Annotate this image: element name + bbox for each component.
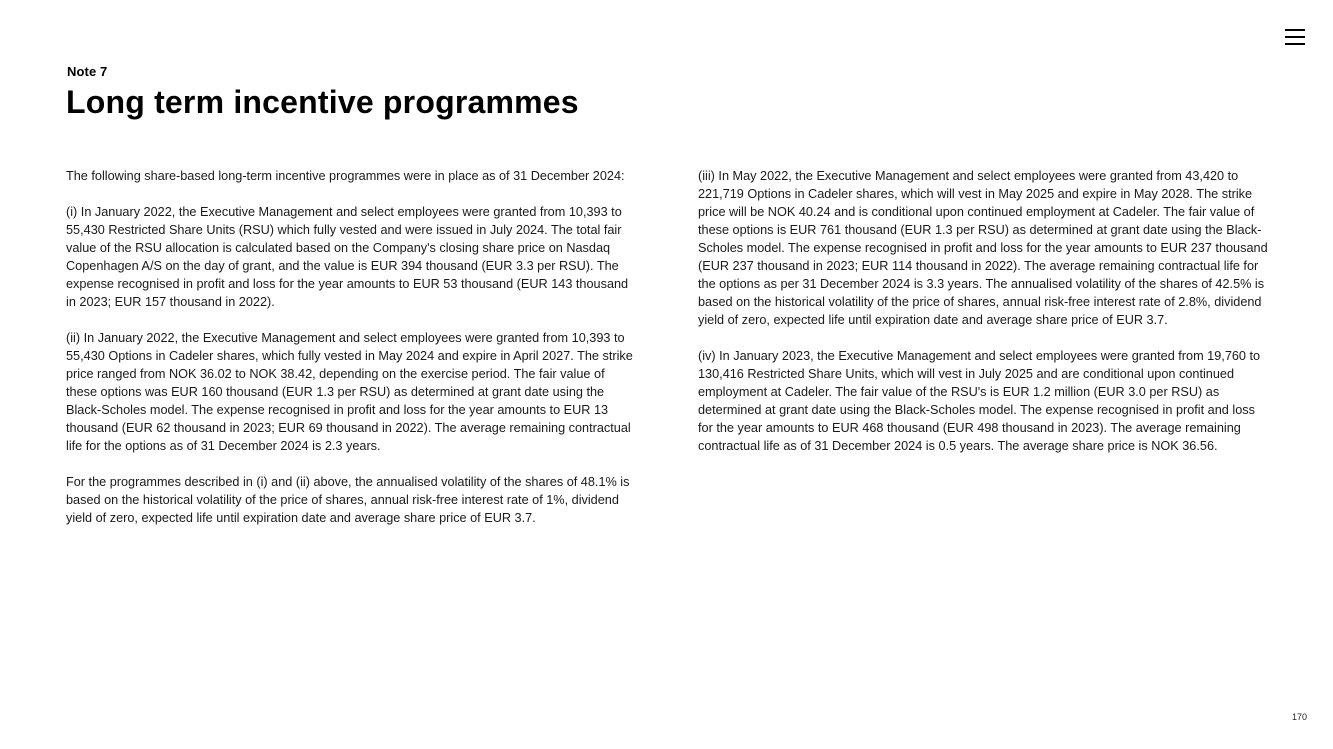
hamburger-menu-icon: [1285, 28, 1305, 46]
programme-i-paragraph: (i) In January 2022, the Executive Management and select employees were granted from 10,393 to 55,430 Restricted Share Units (RSU) which fully vested and were issued in July 2024. The total fair value of the RSU allocation is calculated based on the Company's closing share price on Nasdaq Copenhagen A/S on the day of grant, and the value is EUR 394 thousand (EUR 3.3 per RSU). The expense recognised in profit and loss for the year amounts to EUR 53 thousand (EUR 143 thousand in 2023; EUR 157 thousand in 2022).: [66, 205, 629, 309]
programme-iv-paragraph: (iv) In January 2023, the Executive Management and select employees were granted from 19,760 to 130,416 Restricted Share Units, which will vest in July 2025 and are conditional upon continued employment at Cadeler. The fair value of the RSU's is EUR 1.2 million (EUR 3.0 per RSU) as determined at grant date using the Black-Scholes model. The expense recognised in profit and loss for the year amounts to EUR 468 thousand (EUR 498 thousand in 2023). The average remaining contractual life as of 31 December 2024 is 0.5 years. The average share price is NOK 36.56.: [698, 349, 1261, 453]
programme-iii-paragraph: (iii) In May 2022, the Executive Management and select employees were granted from 43,420 to 221,719 Options in Cadeler shares, which will vest in May 2025 and expire in May 2028. The strike price will be NOK 40.24 and is conditional upon continued employment at Cadeler. The fair value of these options is EUR 761 thousand (EUR 1.3 per RSU) as determined at grant date using the Black-Scholes model. The expense recognised in profit and loss for the year amounts to EUR 237 thousand (EUR 237 thousand in 2023; EUR 114 thousand in 2022). The average remaining contractual life for the options as per 31 December 2024 is 3.3 years. The annualised volatility of the shares of 42.5% is based on the historical volatility of the price of shares, annual risk-free interest rate of 2.8%, dividend yield of zero, expected life until expiration date and average share price of EUR 3.7.: [698, 169, 1268, 327]
page-number: 170: [1291, 712, 1307, 722]
right-column: [698, 167, 1270, 473]
note-label: Note 7: [67, 64, 108, 79]
left-column: [66, 167, 634, 545]
programme-ii-paragraph: (ii) In January 2022, the Executive Management and select employees were granted from 10,393 to 55,430 Options in Cadeler shares, which fully vested in May 2024 and expire in April 2027. The strike price ranged from NOK 36.02 to NOK 38.42, depending on the exercise period. The fair value of these options was EUR 160 thousand (EUR 1.3 per RSU) as determined at grant date using the Black-Scholes model. The expense recognised in profit and loss for the year amounts to EUR 13 thousand (EUR 62 thousand in 2023; EUR 69 thousand in 2022). The average remaining contractual life for the options as of 31 December 2024 is 2.3 years.: [66, 331, 633, 453]
page-title: Long term incentive programmes: [66, 84, 579, 120]
intro-paragraph: The following share-based long-term incentive programmes were in place as of 31 December 2024:: [66, 169, 625, 183]
menu-button[interactable]: [1283, 26, 1307, 48]
volatility-paragraph: For the programmes described in (i) and (ii) above, the annualised volatility of the shares of 48.1% is based on the historical volatility of the price of shares, annual risk-free interest rate of 1%, dividend yield of zero, expected life until expiration date and average share price of EUR 3.7.: [66, 475, 630, 525]
